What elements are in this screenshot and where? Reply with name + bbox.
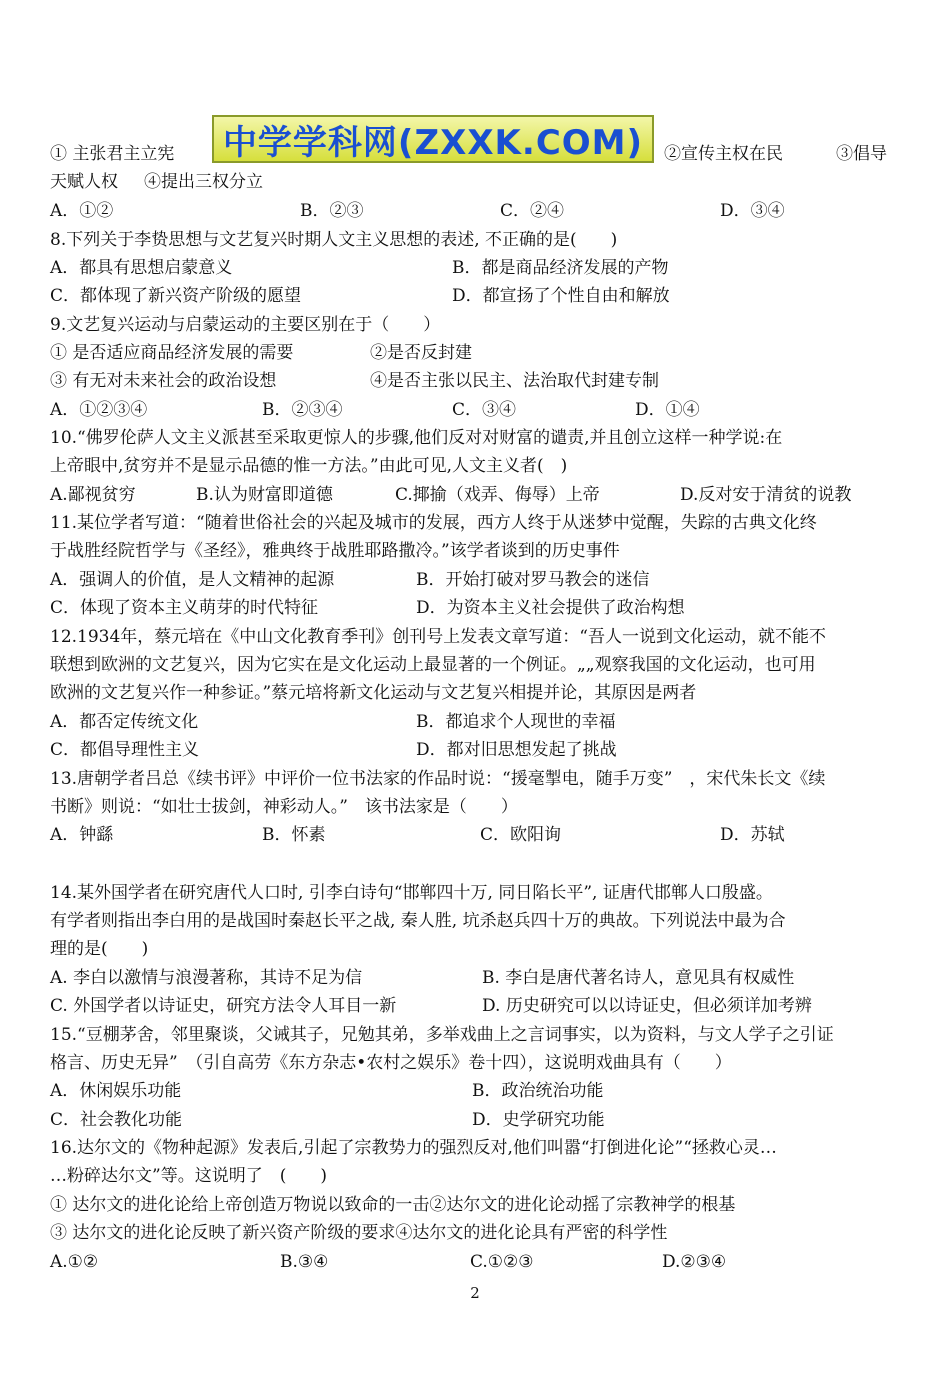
page-number: 2 [470, 1284, 480, 1302]
q7-option-c: C．②④ [500, 201, 565, 221]
q7-option-d: D．③④ [720, 201, 785, 221]
q7-statement-2: ②宣传主权在民 [664, 144, 783, 164]
q10-option-d: D.反对安于清贫的说教 [680, 485, 852, 505]
logo-text: 中学学科网(ZXXK.COM) [222, 122, 644, 163]
q16-statements-3-4: ③ 达尔文的进化论反映了新兴资产阶级的要求④达尔文的进化论具有严密的科学性 [50, 1223, 668, 1243]
zxxk-logo [212, 115, 654, 163]
q13-stem-line-1: 13.唐朝学者吕总《续书评》中评价一位书法家的作品时说：“援毫掣电，随手万变” ，宋代朱长文《续 [50, 769, 826, 789]
q14-option-d: D. 历史研究可以以诗证史，但必须详加考辨 [482, 996, 812, 1016]
q10-stem-line-2: 上帝眼中,贫穷并不是显示品德的惟一方法。”由此可见,人文主义者( ) [50, 456, 568, 476]
q14-option-b: B. 李白是唐代著名诗人，意见具有权威性 [482, 968, 795, 988]
q12-option-a: A．都否定传统文化 [50, 712, 199, 732]
q11-stem-line-1: 11.某位学者写道：“随着世俗社会的兴起及城市的发展，西方人终于从迷梦中觉醒，失踪的古典文化终 [50, 513, 817, 533]
q12-option-c: C．都倡导理性主义 [50, 740, 200, 760]
q11-option-d: D．为资本主义社会提供了政治构想 [416, 598, 685, 618]
q14-stem-line-1: 14.某外国学者在研究唐代人口时, 引李白诗句“邯郸四十万, 同日陷长平”, 证唐代邯郸人口殷盛。 [50, 883, 773, 903]
q9-stem: 9.文艺复兴运动与启蒙运动的主要区别在于（ ） [50, 315, 441, 335]
q10-stem-line-1: 10.“佛罗伦萨人文主义派甚至采取更惊人的步骤,他们反对对财富的谴责,并且创立这样一种学说:在 [50, 428, 783, 448]
q13-stem-line-2: 书断》则说：“如壮士拔剑，神彩动人。” 该书法家是（ ） [50, 797, 518, 817]
q15-stem-line-2: 格言、历史无异” （引自高劳《东方杂志•农村之娱乐》卷十四），这说明戏曲具有（ ） [50, 1053, 732, 1073]
q12-stem-line-2: 联想到欧洲的文艺复兴，因为它实在是文化运动上最显著的一个例证。„„观察我国的文化运动，也可用 [50, 655, 816, 675]
q10-option-c: C.揶揄（戏弄、侮辱）上帝 [395, 485, 600, 505]
q15-option-d: D．史学研究功能 [472, 1110, 605, 1130]
q9-statement-4: ④是否主张以民主、法治取代封建专制 [370, 371, 659, 391]
q12-option-b: B．都追求个人现世的幸福 [416, 712, 616, 732]
q15-option-b: B．政治统治功能 [472, 1081, 604, 1101]
q7-statement-3a: ③倡导 [836, 144, 887, 164]
q7-option-a: A．①② [50, 201, 114, 221]
q9-option-a: A．①②③④ [50, 400, 148, 420]
q9-statement-2: ②是否反封建 [370, 343, 472, 363]
q16-option-a: A.①② [50, 1252, 99, 1272]
q15-stem-line-1: 15.“豆棚茅舍，邻里聚谈，父诫其子，兄勉其弟，多举戏曲上之言词事实，以为资料，与文人学子之引证 [50, 1025, 834, 1045]
q16-stem-line-1: 16.达尔文的《物种起源》发表后,引起了宗教势力的强烈反对,他们叫嚣“打倒进化论”“拯救心灵… [50, 1138, 777, 1158]
q13-option-b: B．怀素 [262, 825, 326, 845]
q14-option-c: C. 外国学者以诗证史，研究方法令人耳目一新 [50, 996, 397, 1016]
q15-option-c: C．社会教化功能 [50, 1110, 183, 1130]
q8-stem: 8.下列关于李贽思想与文艺复兴时期人文主义思想的表述, 不正确的是( ) [50, 230, 618, 250]
q13-option-d: D．苏轼 [720, 825, 785, 845]
q14-stem-line-2: 有学者则指出李白用的是战国时秦赵长平之战, 秦人胜, 坑杀赵兵四十万的典故。下列说法中最为合 [50, 911, 786, 931]
q9-statement-1: ① 是否适应商品经济发展的需要 [50, 343, 294, 363]
q12-option-d: D．都对旧思想发起了挑战 [416, 740, 617, 760]
q9-option-d: D．①④ [635, 400, 700, 420]
q10-option-a: A.鄙视贫穷 [50, 485, 136, 505]
q12-stem-line-1: 12.1934年，蔡元培在《中山文化教育季刊》创刊号上发表文章写道：“吾人一说到文化运动，就不能不 [50, 627, 826, 647]
q8-option-d: D．都宣扬了个性自由和解放 [452, 286, 670, 306]
q8-option-b: B．都是商品经济发展的产物 [452, 258, 669, 278]
q9-option-c: C．③④ [452, 400, 517, 420]
q9-option-b: B．②③④ [262, 400, 343, 420]
q14-option-a: A. 李白以激情与浪漫著称，其诗不足为信 [50, 968, 363, 988]
q16-option-b: B.③④ [280, 1252, 329, 1272]
q13-option-c: C．欧阳询 [480, 825, 562, 845]
q11-stem-line-2: 于战胜经院哲学与《圣经》，雅典终于战胜耶路撒冷。”该学者谈到的历史事件 [50, 541, 620, 561]
q11-option-b: B．开始打破对罗马教会的迷信 [416, 570, 650, 590]
q16-option-c: C.①②③ [470, 1252, 534, 1272]
q16-stem-line-2: …粉碎达尔文”等。这说明了 ( ) [50, 1166, 327, 1186]
q9-statement-3: ③ 有无对未来社会的政治设想 [50, 371, 277, 391]
q16-statements-1-2: ① 达尔文的进化论给上帝创造万物说以致命的一击②达尔文的进化论动摇了宗教神学的根基 [50, 1195, 736, 1215]
q8-option-c: C．都体现了新兴资产阶级的愿望 [50, 286, 302, 306]
q15-option-a: A．休闲娱乐功能 [50, 1081, 182, 1101]
q7-statement-3b-text: 天赋人权 [50, 172, 118, 192]
q13-option-a: A．钟繇 [50, 825, 114, 845]
q12-stem-line-3: 欧洲的文艺复兴作一种参证。”蔡元培将新文化运动与文艺复兴相提并论，其原因是两者 [50, 683, 697, 703]
q8-option-a: A．都具有思想启蒙意义 [50, 258, 233, 278]
q11-option-a: A．强调人的价值，是人文精神的起源 [50, 570, 335, 590]
q10-option-b: B.认为财富即道德 [196, 485, 333, 505]
q7-option-b: B．②③ [300, 201, 364, 221]
q7-statement-1: ① 主张君主立宪 [50, 144, 175, 164]
q7-statement-3b [50, 168, 263, 196]
q11-option-c: C．体现了资本主义萌芽的时代特征 [50, 598, 319, 618]
q14-stem-line-3: 理的是( ) [50, 939, 149, 959]
q16-option-d: D.②③④ [662, 1252, 727, 1272]
q7-statement-4: ④提出三权分立 [144, 172, 263, 192]
